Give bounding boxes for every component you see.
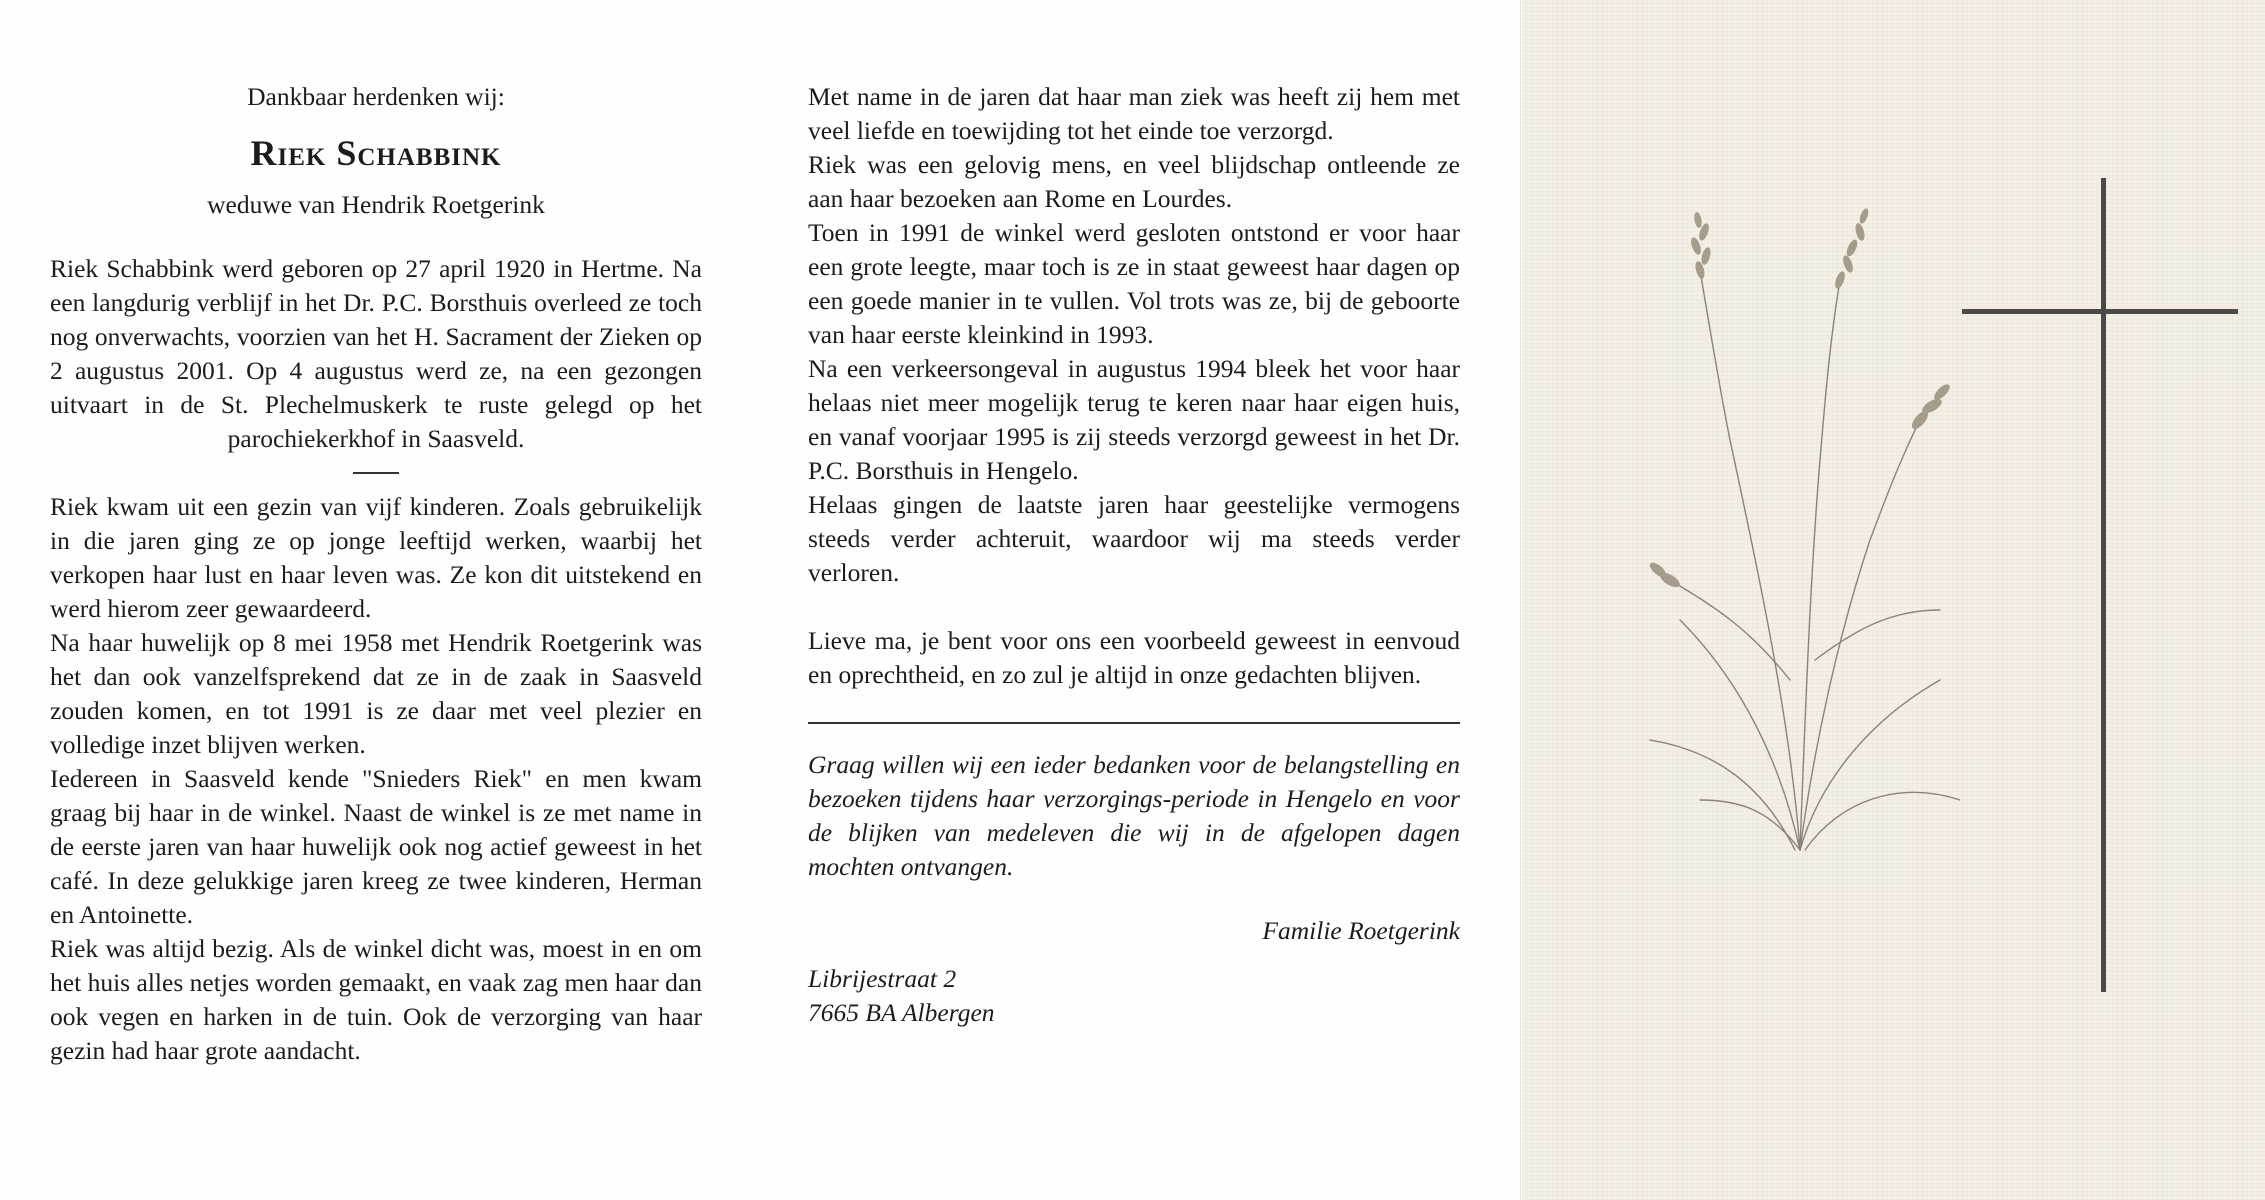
decline-paragraph: Helaas gingen de laatste jaren haar geestelijke vermogens steeds verder achteruit, waardoor wij ma steeds verder verloren.	[808, 490, 1460, 587]
address-city: 7665 BA Albergen	[808, 998, 995, 1027]
cross-crossbar	[1962, 309, 2238, 314]
bio-paragraph-last-line: parochiekerkhof in Saasveld.	[227, 424, 525, 453]
address-street: Librijestraat 2	[808, 964, 957, 993]
shop-closed-paragraph: Toen in 1991 de winkel werd gesloten ontstond er voor haar een grote leegte, maar toch is ze in staat geweest haar dagen op een goede manier in te vullen. Vol trots was ze, bij de geboorte van haar eerste kleinkind in 1993.	[808, 218, 1460, 349]
cross-icon	[2101, 178, 2106, 992]
farewell-paragraph: Lieve ma, je bent voor ons een voorbeeld geweest in eenvoud en oprechtheid, en zo zul je altijd in onze gedachten blijven.	[808, 626, 1460, 689]
family-paragraph: Riek kwam uit een gezin van vijf kinderen. Zoals gebruikelijk in die jaren ging ze op jonge leeftijd werken, waarbij het verkopen haar lust en haar leven was. Ze kon dit uitstekend en werd hierom zeer gewaardeerd.	[50, 492, 702, 623]
deceased-name: Riek Schabbink	[250, 133, 502, 173]
accident-paragraph: Na een verkeersongeval in augustus 1994 bleek het voor haar helaas niet meer mogelijk terug te keren naar haar eigen huis, en vanaf voorjaar 1995 is zij steeds verzorgd geweest in het Dr. P.C. Borsthuis in Hengelo.	[808, 354, 1460, 485]
left-column	[50, 80, 702, 1068]
address-block	[808, 962, 1460, 1030]
thanks-text: Graag willen wij een ieder bedanken voor de belangstelling en bezoeken tijdens haar verzorgings-periode in Hengelo en voor de blijken van medeleven die wij in de afgelopen dagen mochten ontvangen.	[808, 750, 1460, 881]
wheat-illustration	[1640, 160, 1960, 860]
intro-text: Dankbaar herdenken wij:	[247, 82, 505, 111]
paragraph-gap	[808, 590, 1460, 624]
bio-paragraph: Riek Schabbink werd geboren op 27 april 1920 in Hertme. Na een langdurig verblijf in het Dr. P.C. Borsthuis overleed ze toch nog onverwachts, voorzien van het H. Sacrament der Zieken op 2 augustus 2001. Op 4 augustus werd ze, na een gezongen uitvaart in de St. Plechelmuskerk te ruste gelegd op het	[50, 254, 702, 419]
short-divider	[353, 472, 399, 474]
shop-paragraph: Iedereen in Saasveld kende "Snieders Riek" en men kwam graag bij haar in de winkel. Naast de winkel is ze met name in de eerste jaren van haar huwelijk ook nog actief geweest in het café. In deze gelukkige jaren kreeg ze twee kinderen, Herman en Antoinette.	[50, 764, 702, 929]
middle-column	[808, 80, 1460, 1030]
marriage-paragraph: Na haar huwelijk op 8 mei 1958 met Hendrik Roetgerink was het dan ook vanzelfsprekend dat ze in de zaak in Saasveld zouden komen, en tot 1991 is ze daar met veel plezier en volledige inzet blijven werken.	[50, 628, 702, 759]
faith-paragraph: Riek was een gelovig mens, en veel blijdschap ontleende ze aan haar bezoeken aan Rome en Lourdes.	[808, 150, 1460, 213]
care-paragraph: Met name in de jaren dat haar man ziek was heeft zij hem met veel liefde en toewijding tot het einde toe verzorgd.	[808, 82, 1460, 145]
widow-subtitle: weduwe van Hendrik Roetgerink	[207, 190, 545, 219]
busy-paragraph: Riek was altijd bezig. Als de winkel dicht was, moest in en om het huis alles netjes worden gemaakt, en vaak zag men haar dan ook vegen en harken in de tuin. Ook de verzorging van haar gezin had haar grote aandacht.	[50, 934, 702, 1065]
long-divider	[808, 722, 1460, 724]
family-signature: Familie Roetgerink	[1262, 916, 1460, 945]
